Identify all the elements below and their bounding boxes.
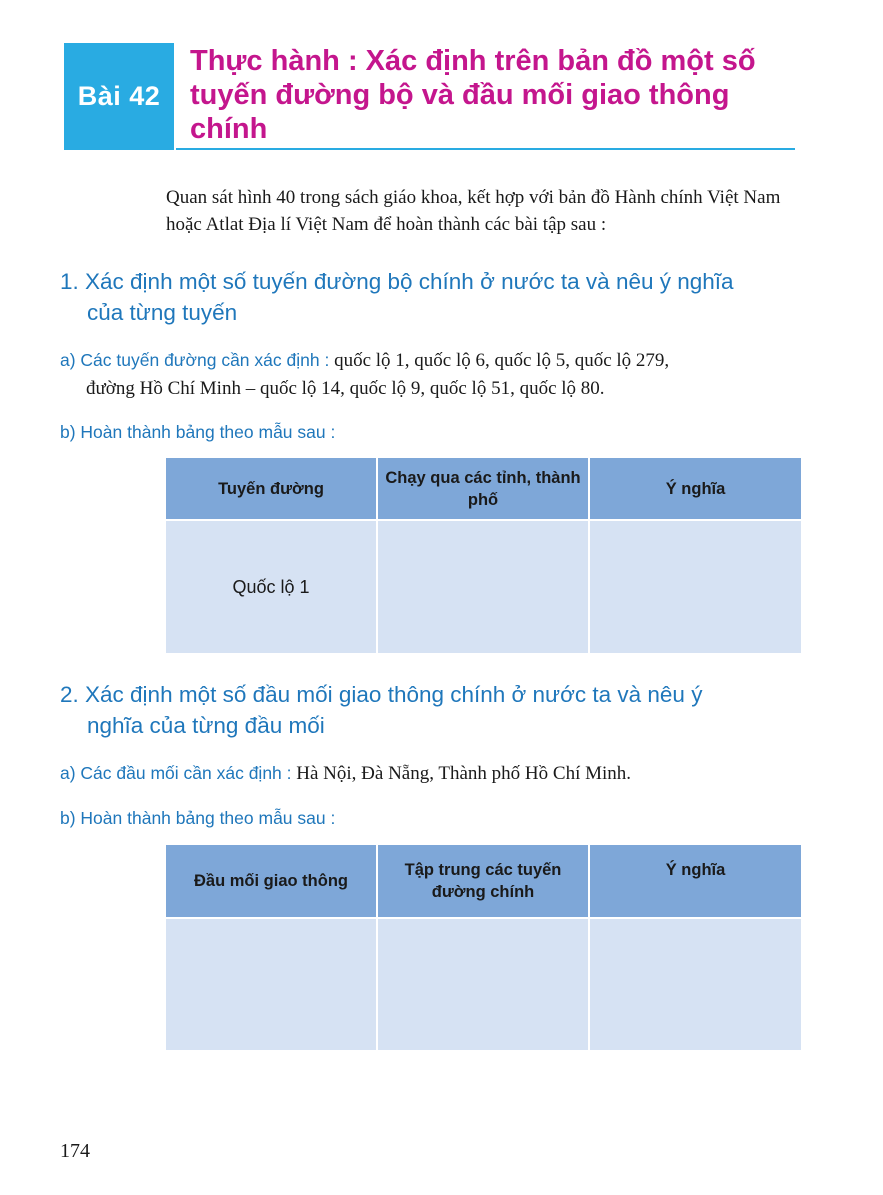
section-1-item-a-label: a) Các tuyến đường cần xác định : [60,350,330,370]
section-2-item-a-text: Hà Nội, Đà Nẵng, Thành phố Hồ Chí Minh. [291,763,632,784]
section-2-item-a-label: a) Các đầu mối cần xác định : [60,763,292,783]
section-1-item-b-label: b) Hoàn thành bảng theo mẫu sau : [60,422,336,442]
section-1-heading [60,266,820,328]
lesson-badge: Bài 42 [64,43,174,150]
roads-table-cell-route: Quốc lộ 1 [166,520,377,653]
table-row [166,918,801,1050]
roads-table [166,458,801,653]
hubs-table-cell-hub [166,918,377,1050]
section-2-heading [60,679,820,741]
roads-table-header-row [166,458,801,520]
section-2-item-b-label: b) Hoàn thành bảng theo mẫu sau : [60,808,336,828]
roads-table-header-provinces: Chạy qua các tỉnh, thành phố [377,458,589,520]
hubs-table-header-significance: Ý nghĩa [589,845,801,918]
section-1-item-b [60,418,820,447]
section-2-item-a [60,759,820,788]
hubs-table-header-row [166,845,801,918]
section-2-heading-line-2: nghĩa của từng đầu mối [87,713,325,738]
hubs-table [166,845,801,1050]
lesson-title: Thực hành : Xác định trên bản đồ một số tuyến đường bộ và đầu mối giao thông chính [190,45,756,145]
table-row [166,520,801,653]
section-2-item-b [60,804,820,833]
hubs-table-cell-routes [377,918,589,1050]
hubs-table-header-hub: Đầu mối giao thông [166,845,377,918]
roads-table-header-route: Tuyến đường [166,458,377,520]
title-divider [176,148,795,150]
section-1-item-a-text-2: đường Hồ Chí Minh – quốc lộ 14, quốc lộ 9, quốc lộ 51, quốc lộ 80. [86,378,605,399]
page-number: 174 [60,1140,90,1162]
section-2-heading-line-1: 2. Xác định một số đầu mối giao thông chính ở nước ta và nêu ý [60,682,703,707]
roads-table-cell-provinces [377,520,589,653]
section-1-heading-line-1: 1. Xác định một số tuyến đường bộ chính ở nước ta và nêu ý nghĩa [60,269,734,294]
roads-table-header-significance: Ý nghĩa [589,458,801,520]
intro-paragraph: Quan sát hình 40 trong sách giáo khoa, kết hợp với bản đồ Hành chính Việt Nam hoặc Atlat Địa lí Việt Nam để hoàn thành các bài tập sau : [166,187,781,235]
roads-table-cell-significance [589,520,801,653]
hubs-table-cell-significance [589,918,801,1050]
section-1-heading-line-2: của từng tuyến [87,300,238,325]
section-1-item-a-text-1: quốc lộ 1, quốc lộ 6, quốc lộ 5, quốc lộ 279, [329,350,670,371]
hubs-table-header-routes: Tập trung các tuyến đường chính [377,845,589,918]
section-1-item-a [60,346,820,403]
